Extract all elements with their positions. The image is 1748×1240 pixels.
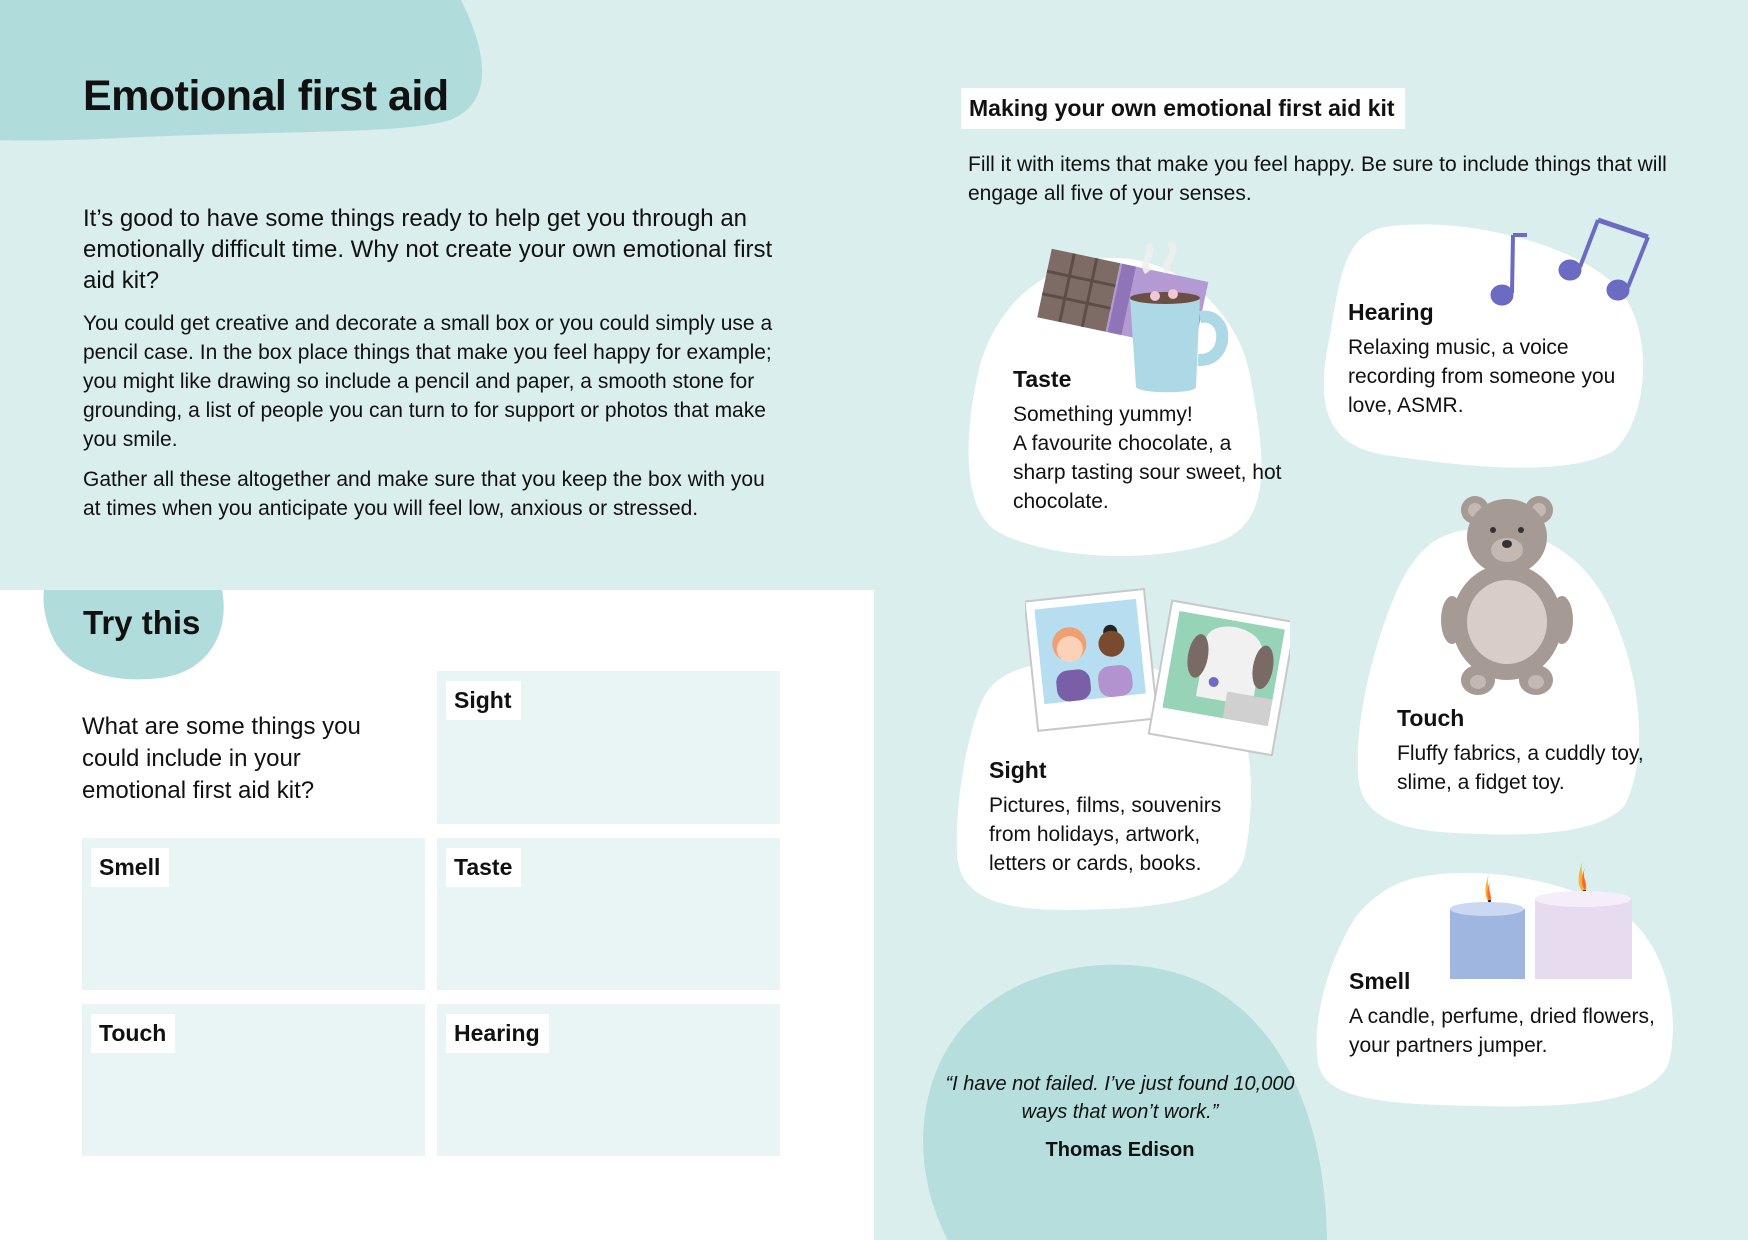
smell-answer-box[interactable]	[82, 838, 425, 990]
try-this-question: What are some things you could include in your emotional first aid kit?	[82, 713, 361, 804]
hearing-card-content	[1348, 299, 1648, 420]
touch-box-label: Touch	[91, 1014, 175, 1053]
sight-card-content	[989, 757, 1259, 878]
hearing-card-text: Relaxing music, a voice recording from someone you love, ASMR.	[1348, 336, 1616, 417]
hearing-box-label: Hearing	[446, 1014, 549, 1053]
taste-answer-box[interactable]	[437, 838, 780, 990]
photographs-illustration	[1025, 580, 1290, 760]
sight-box-label: Sight	[446, 681, 521, 720]
teddy-bear-illustration	[1440, 492, 1590, 700]
sight-answer-box[interactable]	[437, 671, 780, 824]
smell-box-label: Smell	[91, 848, 169, 887]
page-title: Emotional first aid	[83, 72, 449, 120]
kit-heading: Making your own emotional first aid kit	[961, 88, 1405, 129]
touch-answer-box[interactable]	[82, 1004, 425, 1156]
taste-card-title: Taste	[1013, 366, 1072, 392]
intro-paragraph-2: Gather all these altogether and make sure that you keep the box with you at times when you anticipate you will feel low, anxious or stressed.	[83, 468, 765, 520]
hearing-answer-box[interactable]	[437, 1004, 780, 1156]
kit-intro: Fill it with items that make you feel happy. Be sure to include things that will engage all five of your senses.	[968, 153, 1667, 205]
touch-card-content	[1397, 705, 1647, 797]
quote-text: “I have not failed. I’ve just found 10,000 ways that won’t work.”	[945, 1073, 1295, 1123]
intro-paragraph-1: You could get creative and decorate a small box or you could simply use a pencil case. In the box place things that make you feel happy for example; you might like drawing so include a pencil and paper, a smooth stone for grounding, a list of people you can turn to for support or photos that make you smile.	[83, 312, 773, 451]
taste-card-text: Something yummy! A favourite chocolate, a sharp tasting sour sweet, hot chocolate.	[1013, 403, 1282, 513]
smell-card-title: Smell	[1349, 968, 1411, 994]
taste-card-content	[1013, 366, 1283, 516]
candles-illustration	[1445, 852, 1635, 982]
sight-card-text: Pictures, films, souvenirs from holidays, artwork, letters or cards, books.	[989, 794, 1222, 875]
touch-card-title: Touch	[1397, 705, 1465, 731]
try-this-title: Try this	[83, 604, 201, 641]
sight-card-title: Sight	[989, 757, 1047, 783]
touch-card-text: Fluffy fabrics, a cuddly toy, slime, a fidget toy.	[1397, 742, 1644, 794]
hearing-card-title: Hearing	[1348, 299, 1434, 325]
smell-card-text: A candle, perfume, dried flowers, your partners jumper.	[1349, 1005, 1655, 1057]
taste-box-label: Taste	[446, 848, 521, 887]
intro-lead: It’s good to have some things ready to help get you through an emotionally difficult time. Why not create your own emotional first aid kit?	[83, 205, 773, 294]
smell-card-content	[1349, 968, 1659, 1060]
quote-author: Thomas Edison	[1045, 1139, 1195, 1161]
